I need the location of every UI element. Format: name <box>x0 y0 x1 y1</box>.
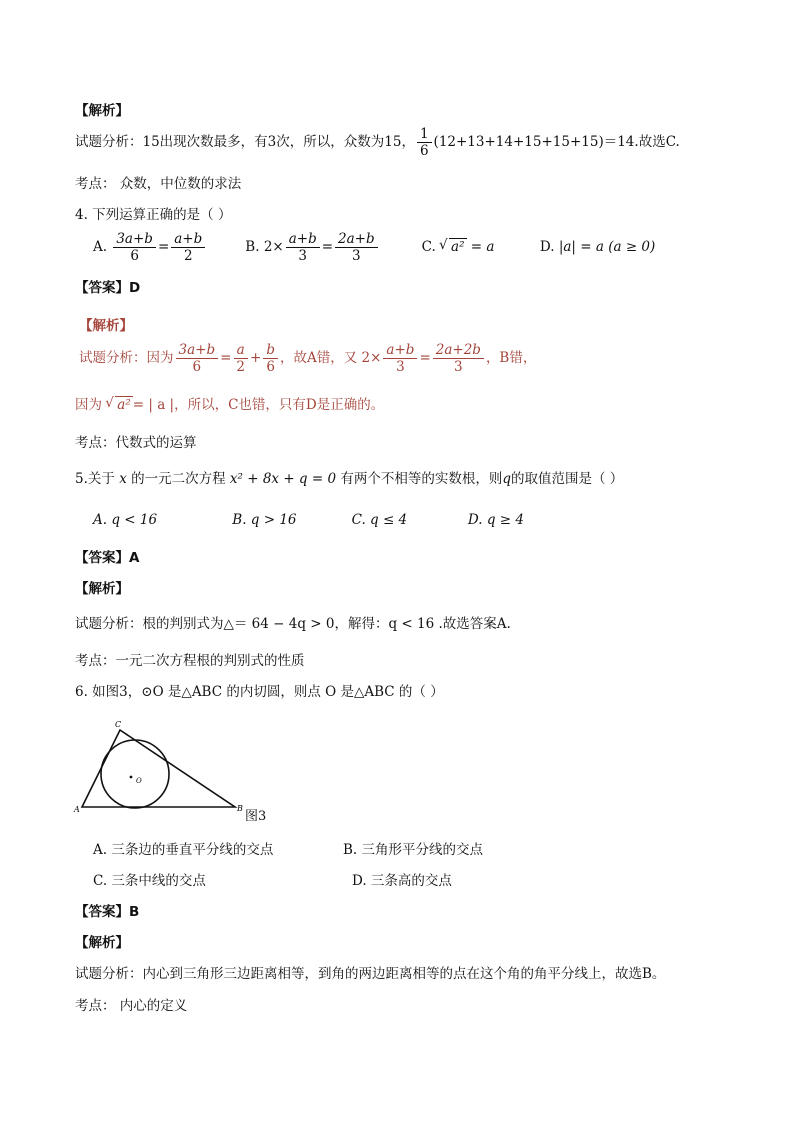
q5-option-a: A. q < 16 <box>93 512 158 528</box>
q4-analysis-prefix: 试题分析：因为 <box>79 350 174 367</box>
q4-an-n5: 2a+2b <box>433 343 484 359</box>
q4-an-n4: a+b <box>383 343 417 359</box>
q4-analysis-line1: 试题分析：因为 $\frac{3a+b}{6}$ = $\frac{a}{2}$ + $\frac{b}{6}$ ，故A错，又 2× $\frac{a+b}{3}$ = $\frac{2a+2b}{3}$ ，B错， <box>79 342 537 376</box>
q4-line2-sqrt <box>106 397 132 413</box>
q4-b-n1: a+b <box>286 232 320 248</box>
q4-jiexi-label: 【解析】 <box>79 318 133 334</box>
q4-option-c-label: C. <box>421 239 436 256</box>
q4-analysis-end: ，B错， <box>485 350 537 367</box>
q4-a-d2: 2 <box>183 248 193 265</box>
q3-jiexi-label: 【解析】 <box>75 103 129 119</box>
q6-answer: 【答案】B <box>75 904 140 920</box>
q4-an-frac4 <box>383 343 417 374</box>
label-o: O <box>136 777 142 785</box>
q4-c-sqrt <box>440 239 466 255</box>
q3-frac-den: 6 <box>419 143 429 160</box>
q4-option-b: B. 2× $\frac{a+b}{3}$ = $\frac{2a+b}{3}$ <box>245 232 417 263</box>
q6-jiexi-label: 【解析】 <box>75 935 129 951</box>
label-a: A <box>74 805 80 814</box>
q4-b-frac1 <box>286 232 320 263</box>
q4-a-n1: 3a+b <box>113 232 156 248</box>
q4-an-d1: 6 <box>192 359 202 376</box>
q4-line2-radicand: a² <box>117 397 131 413</box>
q5-option-b: B. q > 16 <box>232 512 297 528</box>
q4-option-a: A. $\frac{3a+b}{6}$ = $\frac{a+b}{2}$ <box>93 232 241 263</box>
q6-kaodian: 考点： 内心的定义 <box>75 998 188 1014</box>
q4-a-frac2 <box>171 232 205 263</box>
q6-stem: 6. 如图3，⊙O 是△ABC 的内切圆，则点 O 是△ABC 的（ ） <box>75 684 444 700</box>
q3-sum: (12+13+14+15+15+15) <box>433 134 604 151</box>
q6-option-c: C. 三条中线的交点 <box>93 873 206 889</box>
q6-option-b: B. 三角形平分线的交点 <box>343 842 484 858</box>
q4-d-expr: |a| = a (a ≥ 0) <box>558 239 656 256</box>
q4-an-n3: b <box>263 343 278 359</box>
q5-options <box>93 512 524 528</box>
q3-frac-num: 1 <box>417 127 432 143</box>
q4-analysis-line2 <box>75 397 384 413</box>
q4-c-radicand: a² <box>451 239 465 256</box>
q5-jiexi-label: 【解析】 <box>75 581 129 597</box>
incircle <box>101 740 169 808</box>
q4-a-d1: 6 <box>130 248 139 265</box>
q5-kaodian: 考点：一元二次方程根的判别式的性质 <box>75 653 305 669</box>
q4-a-n2: a+b <box>171 232 205 248</box>
q4-b-d1: 3 <box>298 248 308 265</box>
q5-stem-q: q <box>502 471 512 487</box>
q4-options <box>93 232 655 263</box>
q5-answer: 【答案】A <box>75 550 140 566</box>
triangle-abc <box>82 730 235 807</box>
center-point-o <box>130 776 133 779</box>
q4-an-n1: 3a+b <box>176 343 219 359</box>
q4-b-coef: 2× <box>263 239 284 256</box>
q5-stem-d: 的取值范围是（ ） <box>511 471 624 487</box>
q4-b-frac2 <box>335 232 378 263</box>
q4-option-d-label: D. <box>539 239 555 256</box>
q5-analysis: 试题分析：根的判别式为△＝ 64 − 4q > 0，解得：q < 16 .故选答案A. <box>75 616 511 632</box>
q4-option-b-label: B. <box>245 239 260 256</box>
q5-stem-b: 的一元二次方程 <box>131 471 226 487</box>
q4-analysis-mid: ，故A错，又 2× <box>279 350 382 367</box>
q4-kaodian: 考点：代数式的运算 <box>75 435 197 451</box>
q3-result: ＝14.故选C. <box>603 134 680 151</box>
label-b: B <box>237 804 243 813</box>
q4-an-frac3 <box>263 343 278 374</box>
q4-a-frac1 <box>113 232 156 263</box>
q4-an-d3: 6 <box>266 359 275 376</box>
q4-c-rhs: = a <box>470 239 495 256</box>
q4-option-c <box>422 239 536 255</box>
q3-analysis-line <box>75 127 680 158</box>
q6-analysis: 试题分析：内心到三角形三边距离相等，到角的两边距离相等的点在这个角的角平分线上，故选B。 <box>75 966 666 982</box>
q4-option-d <box>540 239 655 255</box>
q4-an-d5: 3 <box>454 359 463 376</box>
q4-an-n2: a <box>234 343 248 359</box>
q4-an-frac2 <box>233 343 248 374</box>
q5-stem-a: 5.关于 <box>75 471 115 487</box>
q3-fraction <box>417 127 432 158</box>
q4-answer: 【答案】D <box>75 280 141 296</box>
q4-line2-rest: = | a |，所以，C也错，只有D是正确的。 <box>132 397 385 413</box>
q4-an-frac1 <box>176 343 219 374</box>
figure-caption: 图3 <box>245 809 267 824</box>
q3-analysis-prefix: 试题分析：15出现次数最多，有3次，所以，众数为15， <box>75 134 415 151</box>
q5-stem <box>75 471 623 487</box>
q4-b-d2: 3 <box>352 248 361 265</box>
q5-stem-x: x <box>119 471 127 487</box>
q6-option-a: A. 三条边的垂直平分线的交点 <box>93 842 274 858</box>
q4-an-frac5 <box>433 343 484 374</box>
q5-option-d: D. q ≥ 4 <box>467 512 524 528</box>
q5-stem-c: 有两个不相等的实数根，则 <box>340 471 503 487</box>
label-c: C <box>115 720 122 729</box>
q4-an-d2: 2 <box>236 359 245 376</box>
q5-stem-eq: x² + 8x + q = 0 <box>229 471 337 487</box>
q6-option-d: D. 三条高的交点 <box>352 873 452 889</box>
q5-option-c: C. q ≤ 4 <box>351 512 408 528</box>
q3-kaodian: 考点： 众数，中位数的求法 <box>75 176 242 192</box>
q4-line2-prefix: 因为 <box>75 397 102 413</box>
q4-stem: 4. 下列运算正确的是（ ） <box>75 207 232 223</box>
q4-an-d4: 3 <box>396 359 405 376</box>
q4-b-n2: 2a+b <box>335 232 378 248</box>
q4-option-a-label: A. <box>93 239 108 256</box>
